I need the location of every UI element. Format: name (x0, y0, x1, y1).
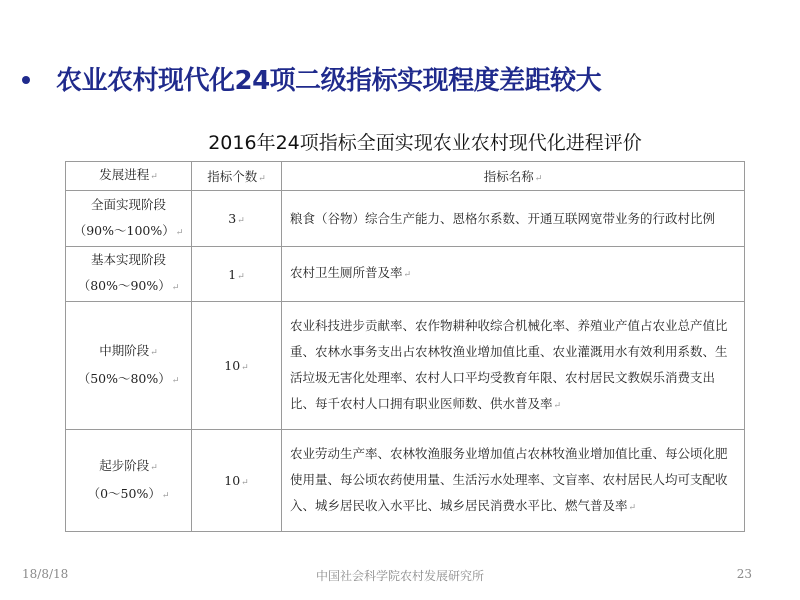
count-cell: 10↵ (192, 430, 282, 532)
stage-range: （90%～100%）↵ (73, 222, 184, 238)
header-names (282, 162, 745, 191)
heading-text: 农业农村现代化24项二级指标实现程度差距较大 (56, 66, 602, 96)
stage-label: 中期阶段↵ (99, 342, 158, 358)
paragraph-mark-icon: ↵ (171, 375, 180, 386)
count-cell: 1↵ (192, 247, 282, 302)
paragraph-mark-icon: ↵ (150, 462, 158, 473)
stage-range: （0～50%）↵ (87, 485, 170, 501)
table-header-row (66, 162, 745, 191)
stage-label: 起步阶段↵ (99, 457, 158, 473)
footer-organization: 中国社会科学院农村发展研究所 (315, 569, 484, 583)
paragraph-mark-icon: ↵ (258, 174, 266, 184)
stage-cell (66, 430, 192, 532)
table-row (66, 191, 745, 247)
footer-date: 18/8/18 (22, 567, 69, 581)
header-stage-text: 发展进程 (99, 167, 150, 182)
paragraph-mark-icon: ↵ (237, 216, 245, 226)
paragraph-mark-icon: ↵ (150, 347, 158, 358)
paragraph-mark-icon: ↵ (628, 502, 637, 513)
names-cell: 农村卫生厕所普及率↵ (282, 247, 745, 302)
count-cell: 10↵ (192, 302, 282, 430)
paragraph-mark-icon: ↵ (237, 271, 245, 282)
stage-cell (66, 247, 192, 302)
stage-label: 基本实现阶段 (90, 252, 166, 267)
stage-cell (66, 302, 192, 430)
paragraph-mark-icon: ↵ (171, 283, 180, 293)
slide-heading (22, 60, 601, 97)
paragraph-mark-icon: ↵ (403, 270, 412, 280)
header-count-text: 指标个数 (207, 169, 258, 184)
header-count (192, 162, 282, 191)
paragraph-mark-icon: ↵ (534, 174, 543, 184)
header-stage (66, 162, 192, 191)
header-names-text: 指标名称 (483, 169, 534, 184)
stage-cell (66, 191, 192, 247)
paragraph-mark-icon: ↵ (175, 227, 184, 238)
page-number: 23 (736, 567, 752, 581)
names-cell: 农业科技进步贡献率、农作物耕种收综合机械化率、养殖业产值占农业总产值比重、农林水事务支出占农林牧渔业增加值比重、农业灌溉用水有效利用系数、生活垃圾无害化处理率、农村人口平均受教育年限、农村居民文教娱乐消费支出比、每千农村人口拥有职业医师数、供水普及率↵ (282, 302, 745, 430)
table-row (66, 430, 745, 532)
names-cell: 农业劳动生产率、农林牧渔服务业增加值占农林牧渔业增加值比重、每公顷化肥使用量、每公顷农药使用量、生活污水处理率、文盲率、农村居民人均可支配收入、城乡居民收入水平比、城乡居民消费水平比、燃气普及率↵ (282, 430, 745, 532)
evaluation-table (65, 161, 745, 532)
paragraph-mark-icon: ↵ (241, 478, 249, 488)
paragraph-mark-icon: ↵ (161, 490, 170, 501)
table-row (66, 302, 745, 430)
paragraph-mark-icon: ↵ (553, 400, 562, 411)
stage-range: （50%～80%）↵ (77, 370, 180, 386)
table-row (66, 247, 745, 302)
count-cell: 3↵ (192, 191, 282, 247)
stage-label: 全面实现阶段 (90, 196, 166, 212)
bullet-icon (22, 76, 30, 84)
paragraph-mark-icon: ↵ (241, 363, 249, 373)
table-title: 2016年24项指标全面实现农业农村现代化进程评价 (208, 132, 642, 154)
stage-range: （80%～90%）↵ (77, 278, 180, 293)
names-cell: 粮食（谷物）综合生产能力、恩格尔系数、开通互联网宽带业务的行政村比例 (282, 191, 745, 247)
paragraph-mark-icon: ↵ (150, 172, 158, 182)
